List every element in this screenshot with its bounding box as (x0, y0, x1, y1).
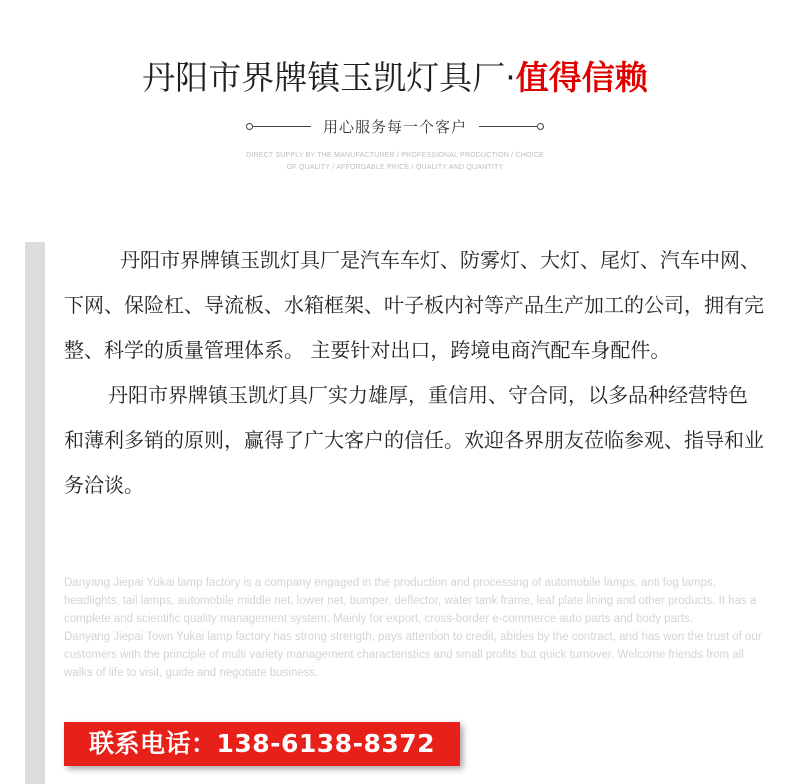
ornament-line (253, 126, 311, 127)
tagline-line-2: OF QUALITY / AFFORDABLE PRICE / QUALITY AND QUANTITY (286, 164, 504, 171)
tagline-line-1: DIRECT SUPPLY BY THE MANUFACTURER / PROFESSIONAL PRODUCTION / CHOICE (246, 152, 544, 159)
english-tagline (0, 150, 790, 174)
page-title (0, 56, 790, 100)
subtitle: 用心服务每一个客户 (322, 117, 467, 136)
contact-phone[interactable]: 联系电话：138-6138-8372 (64, 722, 460, 766)
subtitle-row (0, 114, 790, 138)
english-paragraph-1: Danyang Jiepai Yukai lamp factory is a company engaged in the production and processing of automobile lamps, anti fog lamps, headlights, tail lamps, automobile middle net, lower net, bumper, deflector, water tank frame, leaf plate lining and other products. It has a complete and scientific quality management system. Mainly for export, cross-border e-commerce auto parts and body parts. (64, 577, 757, 625)
intro-paragraph-1: 丹阳市界牌镇玉凯灯具厂是汽车车灯、防雾灯、大灯、尾灯、汽车中网、下网、保险杠、导流板、水箱框架、叶子板内衬等产品生产加工的公司，拥有完整、科学的质量管理体系。 主要针对出口，跨境电商汽配车身配件。 (64, 248, 764, 362)
right-ornament (479, 123, 544, 130)
ornament-circle (537, 123, 544, 130)
ornament-line (479, 126, 537, 127)
contact-banner (64, 722, 460, 766)
english-paragraph-2: Danyang Jiepai Town Yukai lamp factory has strong strength, pays attention to credit, abides by the contract, and has won the trust of our customers with the principle of multi variety management characteristics and small profits but quick turnover. Welcome friends from all walks of life to visit, guide and negotiate business. (64, 631, 762, 679)
side-accent-bar (25, 242, 45, 784)
intro-section (64, 238, 764, 508)
left-ornament (246, 123, 311, 130)
intro-paragraph-2: 丹阳市界牌镇玉凯灯具厂实力雄厚，重信用、守合同，以多品种经营特色和薄利多销的原则，赢得了广大客户的信任。欢迎各界朋友莅临参观、指导和业务洽谈。 (64, 383, 764, 497)
ornament-circle (246, 123, 253, 130)
company-name: 丹阳市界牌镇玉凯灯具厂 (142, 58, 506, 97)
english-description (64, 574, 774, 682)
title-slogan: 值得信赖 (515, 58, 648, 97)
title-separator: · (505, 58, 516, 97)
